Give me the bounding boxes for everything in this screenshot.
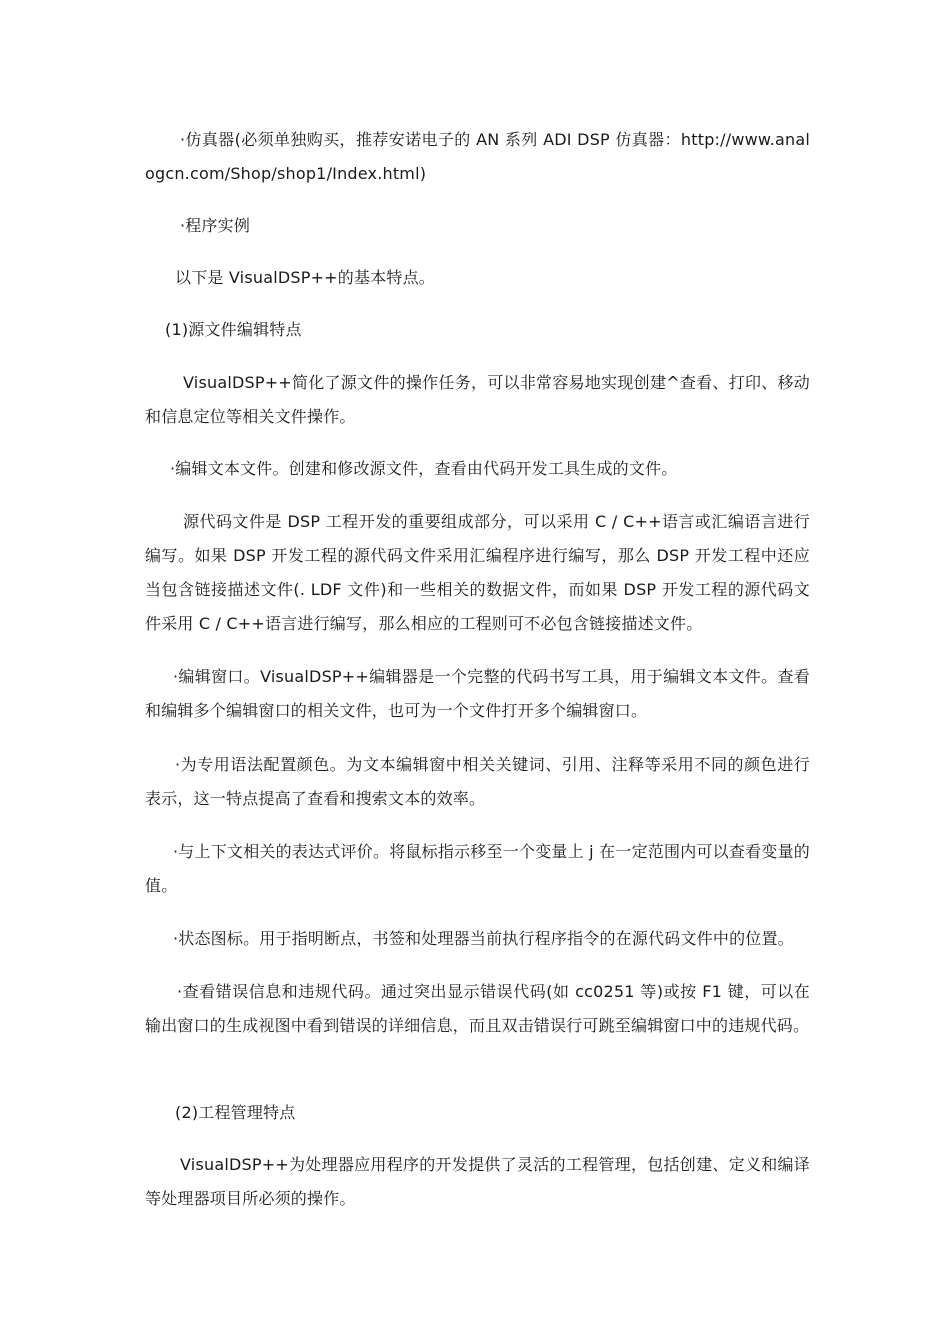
paragraph-intro: 以下是 VisualDSP++的基本特点。 xyxy=(175,268,435,287)
heading-project-management: (2)工程管理特点 xyxy=(175,1103,296,1122)
paragraph-syntax-coloring: ·为专用语法配置颜色。为文本编辑窗中相关关键词、引用、注释等采用不同的颜色进行表示，这一特点提高了查看和搜索文本的效率。 xyxy=(145,755,810,808)
paragraph-emulator: ·仿真器(必须单独购买，推荐安诺电子的 AN 系列 ADI DSP 仿真器：http://www.analogcn.com/Shop/shop1/Index.html) xyxy=(145,130,810,183)
paragraph-status-icons: ·状态图标。用于指明断点，书签和处理器当前执行程序指令的在源代码文件中的位置。 xyxy=(173,929,794,948)
paragraph-examples: ·程序实例 xyxy=(180,216,251,235)
heading-source-editing: (1)源文件编辑特点 xyxy=(165,320,302,339)
paragraph-source-editing: VisualDSP++简化了源文件的操作任务，可以非常容易地实现创建^查看、打印、移动和信息定位等相关文件操作。 xyxy=(145,373,810,426)
paragraph-expression-evaluation: ·与上下文相关的表达式评价。将鼠标指示移至一个变量上 j 在一定范围内可以查看变量的值。 xyxy=(145,842,810,895)
paragraph-error-messages: ·查看错误信息和违规代码。通过突出显示错误代码(如 cc0251 等)或按 F1 键，可以在输出窗口的生成视图中看到错误的详细信息，而且双击错误行可跳至编辑窗口中的违规代码。 xyxy=(145,982,810,1035)
paragraph-project-management: VisualDSP++为处理器应用程序的开发提供了灵活的工程管理，包括创建、定义和编译等处理器项目所必须的操作。 xyxy=(145,1155,810,1208)
paragraph-source-code-files: 源代码文件是 DSP 工程开发的重要组成部分，可以采用 C / C++语言或汇编语言进行编写。如果 DSP 开发工程的源代码文件采用汇编程序进行编写，那么 DSP 开发工程中还应当包含链接描述文件(. LDF 文件)和一些相关的数据文件，而如果 DSP 开发工程的源代码文件采用 C / C++语言进行编写，那么相应的工程则可不必包含链接描述文件。 xyxy=(145,512,810,633)
paragraph-edit-window: ·编辑窗口。VisualDSP++编辑器是一个完整的代码书写工具，用于编辑文本文件。查看和编辑多个编辑窗口的相关文件，也可为一个文件打开多个编辑窗口。 xyxy=(145,667,810,720)
paragraph-edit-text-files: ·编辑文本文件。创建和修改源文件，查看由代码开发工具生成的文件。 xyxy=(170,459,678,478)
